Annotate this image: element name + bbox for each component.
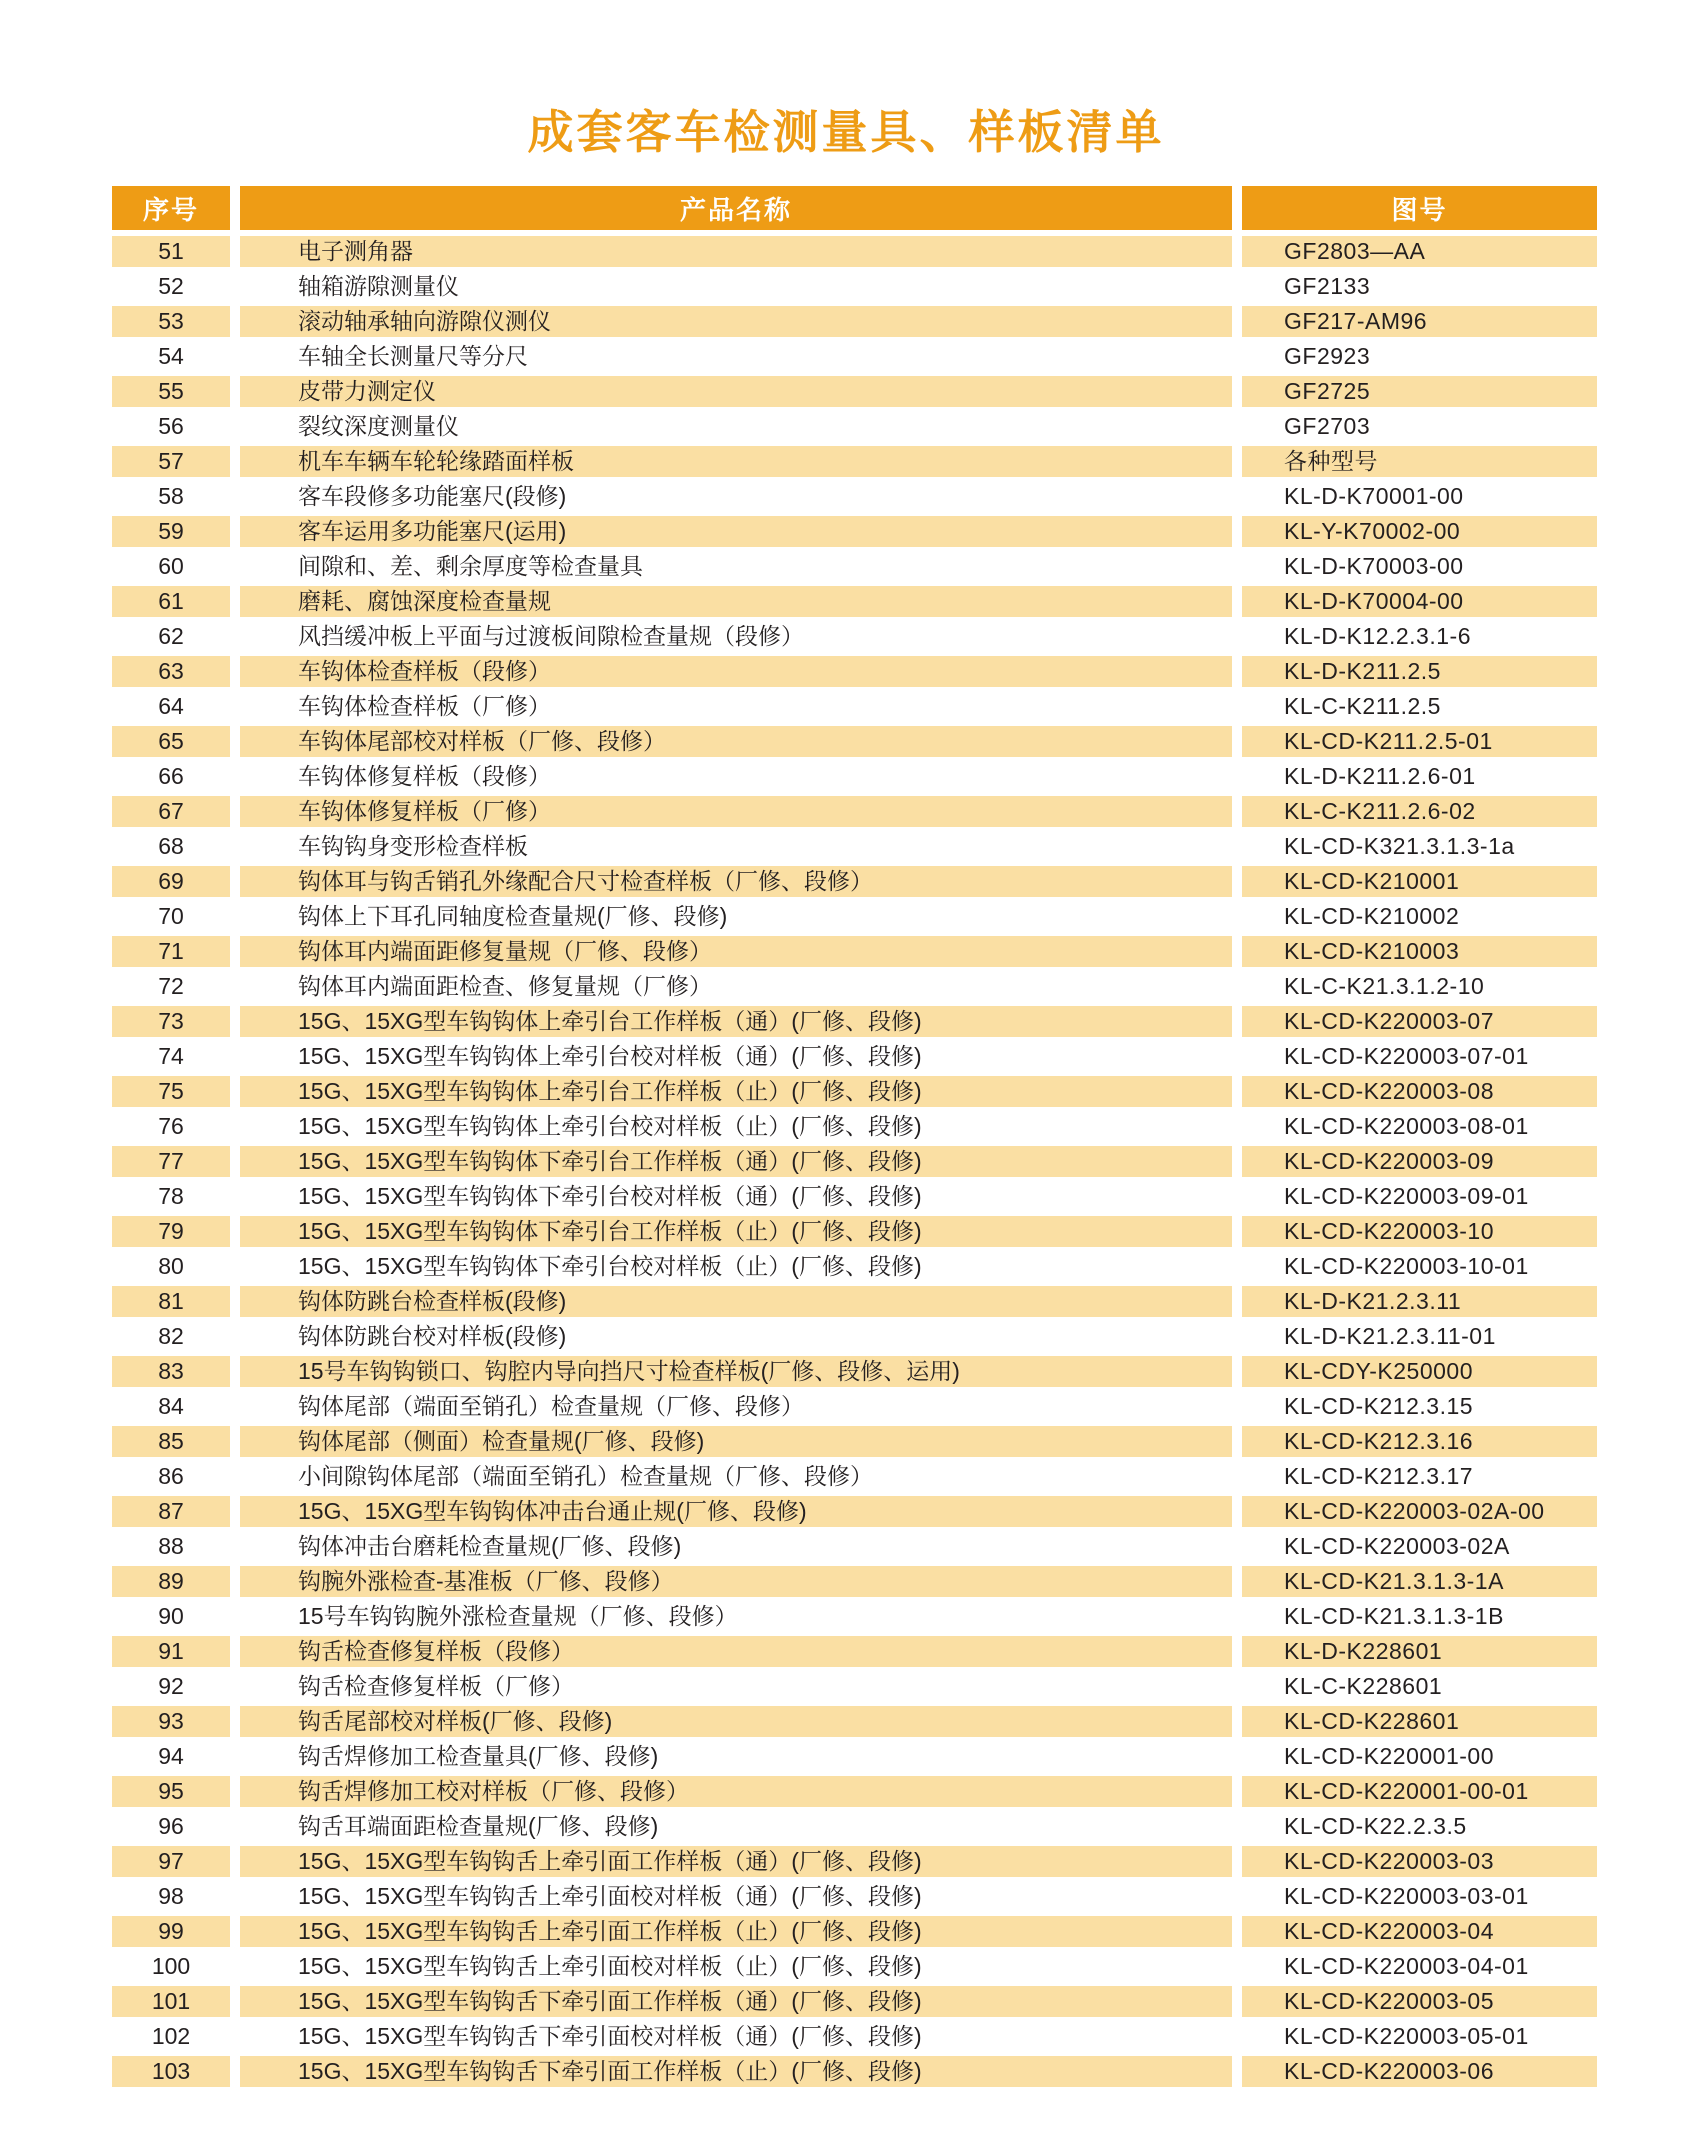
product-name: 钩体耳与钩舌销孔外缘配合尺寸检查样板（厂修、段修） — [240, 866, 1232, 897]
drawing-number: KL-D-K228601 — [1242, 1636, 1597, 1667]
product-name: 客车段修多功能塞尺(段修) — [240, 481, 1232, 512]
drawing-number: KL-CD-K220003-10-01 — [1242, 1251, 1597, 1282]
product-name: 皮带力测定仪 — [240, 376, 1232, 407]
header-cell-no: 序号 — [112, 186, 230, 230]
drawing-number: KL-CD-K220003-06 — [1242, 2056, 1597, 2087]
table-row — [112, 516, 1597, 547]
product-name: 车钩体检查样板（段修） — [240, 656, 1232, 687]
row-no: 72 — [112, 971, 230, 1002]
table-header-row — [112, 186, 1597, 230]
table-row — [112, 1566, 1597, 1597]
row-no: 68 — [112, 831, 230, 862]
drawing-number: KL-D-K70001-00 — [1242, 481, 1597, 512]
row-no: 86 — [112, 1461, 230, 1492]
drawing-number: KL-CDY-K250000 — [1242, 1356, 1597, 1387]
product-name: 15号车钩钩锁口、钩腔内导向挡尺寸检查样板(厂修、段修、运用) — [240, 1356, 1232, 1387]
product-name: 钩舌检查修复样板（段修） — [240, 1636, 1232, 1667]
table-row — [112, 1006, 1597, 1037]
row-no: 90 — [112, 1601, 230, 1632]
row-no: 94 — [112, 1741, 230, 1772]
drawing-number: KL-CD-K210003 — [1242, 936, 1597, 967]
row-no: 85 — [112, 1426, 230, 1457]
drawing-number: KL-CD-K220003-03 — [1242, 1846, 1597, 1877]
row-no: 82 — [112, 1321, 230, 1352]
product-name: 15G、15XG型车钩钩舌上牵引面工作样板（止）(厂修、段修) — [240, 1916, 1232, 1947]
table-row — [112, 1811, 1597, 1842]
table-row — [112, 1951, 1597, 1982]
drawing-number: KL-C-K21.3.1.2-10 — [1242, 971, 1597, 1002]
drawing-number: KL-CD-K220003-05 — [1242, 1986, 1597, 2017]
row-no: 60 — [112, 551, 230, 582]
drawing-number: KL-CD-K220003-05-01 — [1242, 2021, 1597, 2052]
table-row — [112, 1216, 1597, 1247]
table-row — [112, 551, 1597, 582]
product-name: 钩体防跳台校对样板(段修) — [240, 1321, 1232, 1352]
table-row — [112, 306, 1597, 337]
table-row — [112, 2021, 1597, 2052]
product-name: 轴箱游隙测量仪 — [240, 271, 1232, 302]
product-name: 15G、15XG型车钩钩体上牵引台工作样板（止）(厂修、段修) — [240, 1076, 1232, 1107]
drawing-number: KL-CD-K228601 — [1242, 1706, 1597, 1737]
drawing-number: KL-D-K21.2.3.11 — [1242, 1286, 1597, 1317]
drawing-number: KL-CD-K220003-09-01 — [1242, 1181, 1597, 1212]
drawing-number: KL-CD-K210001 — [1242, 866, 1597, 897]
row-no: 102 — [112, 2021, 230, 2052]
table-row — [112, 691, 1597, 722]
product-name: 钩体尾部（侧面）检查量规(厂修、段修) — [240, 1426, 1232, 1457]
product-name: 15G、15XG型车钩钩舌上牵引面校对样板（止）(厂修、段修) — [240, 1951, 1232, 1982]
drawing-number: KL-CD-K220003-04 — [1242, 1916, 1597, 1947]
product-name: 钩体上下耳孔同轴度检查量规(厂修、段修) — [240, 901, 1232, 932]
product-name: 钩腕外涨检查-基准板（厂修、段修） — [240, 1566, 1232, 1597]
table-row — [112, 411, 1597, 442]
table-row — [112, 901, 1597, 932]
drawing-number: KL-CD-K212.3.17 — [1242, 1461, 1597, 1492]
row-no: 103 — [112, 2056, 230, 2087]
row-no: 93 — [112, 1706, 230, 1737]
row-no: 99 — [112, 1916, 230, 1947]
table-row — [112, 1391, 1597, 1422]
page-title: 成套客车检测量具、样板清单 — [527, 106, 1165, 158]
table-row — [112, 1671, 1597, 1702]
drawing-number: KL-CD-K321.3.1.3-1a — [1242, 831, 1597, 862]
table-row — [112, 1706, 1597, 1737]
row-no: 87 — [112, 1496, 230, 1527]
table-row — [112, 1881, 1597, 1912]
table-row — [112, 761, 1597, 792]
drawing-number: GF2725 — [1242, 376, 1597, 407]
row-no: 51 — [112, 236, 230, 267]
table-row — [112, 236, 1597, 267]
table-row — [112, 1916, 1597, 1947]
product-name: 机车车辆车轮轮缘踏面样板 — [240, 446, 1232, 477]
drawing-number: KL-Y-K70002-00 — [1242, 516, 1597, 547]
table-row — [112, 1846, 1597, 1877]
row-no: 92 — [112, 1671, 230, 1702]
product-name: 钩舌焊修加工校对样板（厂修、段修） — [240, 1776, 1232, 1807]
table-row — [112, 1986, 1597, 2017]
table-row — [112, 1111, 1597, 1142]
table-row — [112, 1741, 1597, 1772]
table-row — [112, 1531, 1597, 1562]
header-cell-drawing-no: 图号 — [1242, 186, 1597, 230]
table-row — [112, 971, 1597, 1002]
product-name: 钩体尾部（端面至销孔）检查量规（厂修、段修） — [240, 1391, 1232, 1422]
row-no: 95 — [112, 1776, 230, 1807]
row-no: 55 — [112, 376, 230, 407]
drawing-number: KL-CD-K220001-00 — [1242, 1741, 1597, 1772]
drawing-number: KL-CD-K220001-00-01 — [1242, 1776, 1597, 1807]
product-name: 15G、15XG型车钩钩体下牵引台工作样板（通）(厂修、段修) — [240, 1146, 1232, 1177]
drawing-number: GF217-AM96 — [1242, 306, 1597, 337]
table-row — [112, 726, 1597, 757]
row-no: 88 — [112, 1531, 230, 1562]
product-name: 15G、15XG型车钩钩舌上牵引面校对样板（通）(厂修、段修) — [240, 1881, 1232, 1912]
product-name: 滚动轴承轴向游隙仪测仪 — [240, 306, 1232, 337]
product-name: 电子测角器 — [240, 236, 1232, 267]
product-name: 客车运用多功能塞尺(运用) — [240, 516, 1232, 547]
drawing-number: KL-CD-K21.3.1.3-1A — [1242, 1566, 1597, 1597]
table-row — [112, 446, 1597, 477]
row-no: 80 — [112, 1251, 230, 1282]
product-name: 钩体防跳台检查样板(段修) — [240, 1286, 1232, 1317]
drawing-number: KL-CD-K212.3.15 — [1242, 1391, 1597, 1422]
product-name: 15G、15XG型车钩钩舌下牵引面校对样板（通）(厂修、段修) — [240, 2021, 1232, 2052]
product-name: 风挡缓冲板上平面与过渡板间隙检查量规（段修） — [240, 621, 1232, 652]
header-cell-product-name: 产品名称 — [240, 186, 1232, 230]
table-row — [112, 656, 1597, 687]
row-no: 64 — [112, 691, 230, 722]
row-no: 100 — [112, 1951, 230, 1982]
product-list-table — [112, 186, 1597, 2087]
drawing-number: GF2133 — [1242, 271, 1597, 302]
row-no: 59 — [112, 516, 230, 547]
product-name: 间隙和、差、剩余厚度等检查量具 — [240, 551, 1232, 582]
drawing-number: KL-CD-K220003-02A-00 — [1242, 1496, 1597, 1527]
product-name: 钩舌耳端面距检查量规(厂修、段修) — [240, 1811, 1232, 1842]
row-no: 83 — [112, 1356, 230, 1387]
drawing-number: KL-CD-K211.2.5-01 — [1242, 726, 1597, 757]
row-no: 66 — [112, 761, 230, 792]
table-row — [112, 621, 1597, 652]
drawing-number: KL-CD-K210002 — [1242, 901, 1597, 932]
product-name: 钩舌尾部校对样板(厂修、段修) — [240, 1706, 1232, 1737]
row-no: 70 — [112, 901, 230, 932]
drawing-number: KL-C-K228601 — [1242, 1671, 1597, 1702]
product-name: 钩舌检查修复样板（厂修） — [240, 1671, 1232, 1702]
table-row — [112, 481, 1597, 512]
row-no: 91 — [112, 1636, 230, 1667]
row-no: 89 — [112, 1566, 230, 1597]
product-name: 车钩体尾部校对样板（厂修、段修） — [240, 726, 1232, 757]
drawing-number: KL-CD-K220003-08 — [1242, 1076, 1597, 1107]
row-no: 63 — [112, 656, 230, 687]
product-name: 15G、15XG型车钩钩体下牵引台校对样板（通）(厂修、段修) — [240, 1181, 1232, 1212]
row-no: 61 — [112, 586, 230, 617]
table-row — [112, 1181, 1597, 1212]
drawing-number: KL-D-K21.2.3.11-01 — [1242, 1321, 1597, 1352]
row-no: 97 — [112, 1846, 230, 1877]
row-no: 58 — [112, 481, 230, 512]
product-name: 磨耗、腐蚀深度检查量规 — [240, 586, 1232, 617]
product-name: 钩体耳内端面距检查、修复量规（厂修） — [240, 971, 1232, 1002]
table-row — [112, 1426, 1597, 1457]
table-row — [112, 1496, 1597, 1527]
table-row — [112, 1251, 1597, 1282]
row-no: 69 — [112, 866, 230, 897]
product-name: 15G、15XG型车钩钩体冲击台通止规(厂修、段修) — [240, 1496, 1232, 1527]
table-row — [112, 271, 1597, 302]
table-row — [112, 1286, 1597, 1317]
row-no: 67 — [112, 796, 230, 827]
table-row — [112, 1636, 1597, 1667]
drawing-number: KL-D-K70003-00 — [1242, 551, 1597, 582]
row-no: 56 — [112, 411, 230, 442]
drawing-number: KL-D-K12.2.3.1-6 — [1242, 621, 1597, 652]
product-name: 小间隙钩体尾部（端面至销孔）检查量规（厂修、段修） — [240, 1461, 1232, 1492]
row-no: 84 — [112, 1391, 230, 1422]
drawing-number: KL-C-K211.2.6-02 — [1242, 796, 1597, 827]
drawing-number: KL-CD-K220003-07 — [1242, 1006, 1597, 1037]
table-row — [112, 1601, 1597, 1632]
row-no: 71 — [112, 936, 230, 967]
product-name: 钩体冲击台磨耗检查量规(厂修、段修) — [240, 1531, 1232, 1562]
drawing-number: GF2923 — [1242, 341, 1597, 372]
row-no: 54 — [112, 341, 230, 372]
row-no: 62 — [112, 621, 230, 652]
drawing-number: KL-CD-K21.3.1.3-1B — [1242, 1601, 1597, 1632]
table-row — [112, 1041, 1597, 1072]
product-name: 15G、15XG型车钩钩舌下牵引面工作样板（止）(厂修、段修) — [240, 2056, 1232, 2087]
product-name: 15G、15XG型车钩钩舌上牵引面工作样板（通）(厂修、段修) — [240, 1846, 1232, 1877]
drawing-number: GF2703 — [1242, 411, 1597, 442]
product-name: 15G、15XG型车钩钩舌下牵引面工作样板（通）(厂修、段修) — [240, 1986, 1232, 2017]
drawing-number: KL-CD-K220003-09 — [1242, 1146, 1597, 1177]
drawing-number: KL-CD-K212.3.16 — [1242, 1426, 1597, 1457]
row-no: 52 — [112, 271, 230, 302]
drawing-number: KL-D-K70004-00 — [1242, 586, 1597, 617]
drawing-number: KL-CD-K220003-03-01 — [1242, 1881, 1597, 1912]
product-name: 车轴全长测量尺等分尺 — [240, 341, 1232, 372]
row-no: 53 — [112, 306, 230, 337]
product-name: 15G、15XG型车钩钩体上牵引台校对样板（止）(厂修、段修) — [240, 1111, 1232, 1142]
product-name: 15号车钩钩腕外涨检查量规（厂修、段修） — [240, 1601, 1232, 1632]
drawing-number: KL-CD-K220003-08-01 — [1242, 1111, 1597, 1142]
row-no: 75 — [112, 1076, 230, 1107]
row-no: 65 — [112, 726, 230, 757]
row-no: 79 — [112, 1216, 230, 1247]
drawing-number: KL-CD-K220003-10 — [1242, 1216, 1597, 1247]
product-name: 裂纹深度测量仪 — [240, 411, 1232, 442]
table-row — [112, 2056, 1597, 2087]
table-row — [112, 866, 1597, 897]
product-name: 钩舌焊修加工检查量具(厂修、段修) — [240, 1741, 1232, 1772]
table-row — [112, 586, 1597, 617]
row-no: 57 — [112, 446, 230, 477]
table-row — [112, 831, 1597, 862]
table-row — [112, 1776, 1597, 1807]
product-name: 15G、15XG型车钩钩体上牵引台工作样板（通）(厂修、段修) — [240, 1006, 1232, 1037]
row-no: 78 — [112, 1181, 230, 1212]
table-row — [112, 796, 1597, 827]
drawing-number: 各种型号 — [1242, 446, 1597, 477]
product-name: 15G、15XG型车钩钩体下牵引台校对样板（止）(厂修、段修) — [240, 1251, 1232, 1282]
product-name: 车钩体修复样板（厂修） — [240, 796, 1232, 827]
row-no: 73 — [112, 1006, 230, 1037]
product-name: 车钩钩身变形检查样板 — [240, 831, 1232, 862]
product-name: 15G、15XG型车钩钩体上牵引台校对样板（通）(厂修、段修) — [240, 1041, 1232, 1072]
drawing-number: KL-CD-K22.2.3.5 — [1242, 1811, 1597, 1842]
product-name: 钩体耳内端面距修复量规（厂修、段修） — [240, 936, 1232, 967]
table-row — [112, 1076, 1597, 1107]
product-name: 15G、15XG型车钩钩体下牵引台工作样板（止）(厂修、段修) — [240, 1216, 1232, 1247]
product-name: 车钩体检查样板（厂修） — [240, 691, 1232, 722]
row-no: 81 — [112, 1286, 230, 1317]
table-row — [112, 1461, 1597, 1492]
table-row — [112, 936, 1597, 967]
table-row — [112, 1321, 1597, 1352]
drawing-number: KL-CD-K220003-04-01 — [1242, 1951, 1597, 1982]
row-no: 77 — [112, 1146, 230, 1177]
row-no: 76 — [112, 1111, 230, 1142]
table-row — [112, 376, 1597, 407]
row-no: 98 — [112, 1881, 230, 1912]
drawing-number: GF2803—AA — [1242, 236, 1597, 267]
table-rows — [112, 236, 1597, 2087]
drawing-number: KL-D-K211.2.6-01 — [1242, 761, 1597, 792]
drawing-number: KL-CD-K220003-07-01 — [1242, 1041, 1597, 1072]
product-name: 车钩体修复样板（段修） — [240, 761, 1232, 792]
table-row — [112, 1146, 1597, 1177]
row-no: 96 — [112, 1811, 230, 1842]
table-row — [112, 1356, 1597, 1387]
drawing-number: KL-C-K211.2.5 — [1242, 691, 1597, 722]
table-row — [112, 341, 1597, 372]
row-no: 101 — [112, 1986, 230, 2017]
drawing-number: KL-CD-K220003-02A — [1242, 1531, 1597, 1562]
row-no: 74 — [112, 1041, 230, 1072]
drawing-number: KL-D-K211.2.5 — [1242, 656, 1597, 687]
